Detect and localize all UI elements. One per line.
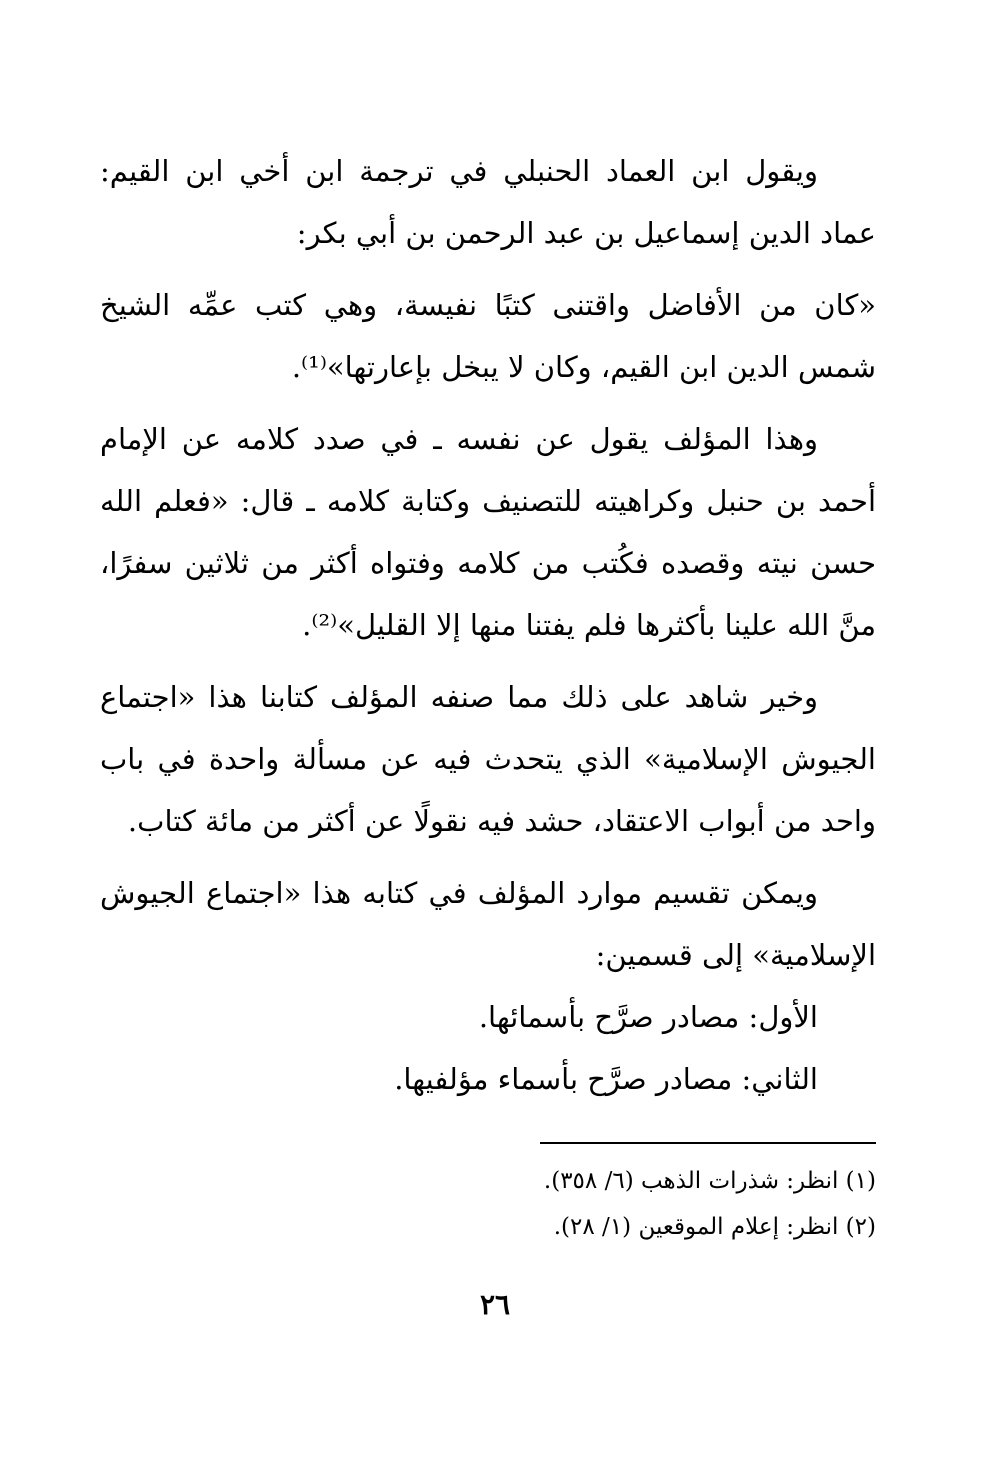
footnote-divider <box>540 1142 876 1144</box>
paragraph-5: ويمكن تقسيم موارد المؤلف في كتابه هذا «اجتماع الجيوش الإسلامية» إلى قسمين: <box>100 876 876 972</box>
footnotes <box>400 1158 876 1250</box>
main-text <box>100 140 876 1110</box>
list-item-first: الأول: مصادر صرَّح بأسمائها. <box>478 1000 818 1034</box>
paragraph-3: وهذا المؤلف يقول عن نفسه ـ في صدد كلامه عن الإمام أحمد بن حنبل وكراهيته للتصنيف وكتابة كلامه ـ قال: «فعلم الله حسن نيته وقصده فكُتب من كلامه وفتواه أكثر من ثلاثين سفرًا، منَّ الله علينا بأكثرها فلم يفتنا منها إلا القليل»⁽²⁾. <box>100 422 876 642</box>
paragraph-2-quote: «كان من الأفاضل واقتنى كتبًا نفيسة، وهي كتب عمِّه الشيخ شمس الدين ابن القيم، وكان لا يبخل بإعارتها»⁽¹⁾. <box>100 288 876 384</box>
list-item-second: الثاني: مصادر صرَّح بأسماء مؤلفيها. <box>394 1062 818 1096</box>
footnote-2: (٢) انظر: إعلام الموقعين (١/ ٢٨). <box>553 1214 876 1240</box>
paragraph-4: وخير شاهد على ذلك مما صنفه المؤلف كتابنا هذا «اجتماع الجيوش الإسلامية» الذي يتحدث فيه عن مسألة واحدة في باب واحد من أبواب الاعتقاد، حشد فيه نقولًا عن أكثر من مائة كتاب. <box>100 680 876 838</box>
page-number: ٢٦ <box>479 1288 511 1321</box>
footnote-1: (١) انظر: شذرات الذهب (٦/ ٣٥٨). <box>543 1168 876 1194</box>
paragraph-1: ويقول ابن العماد الحنبلي في ترجمة ابن أخي ابن القيم: عماد الدين إسماعيل بن عبد الرحمن بن أبي بكر: <box>100 154 876 250</box>
